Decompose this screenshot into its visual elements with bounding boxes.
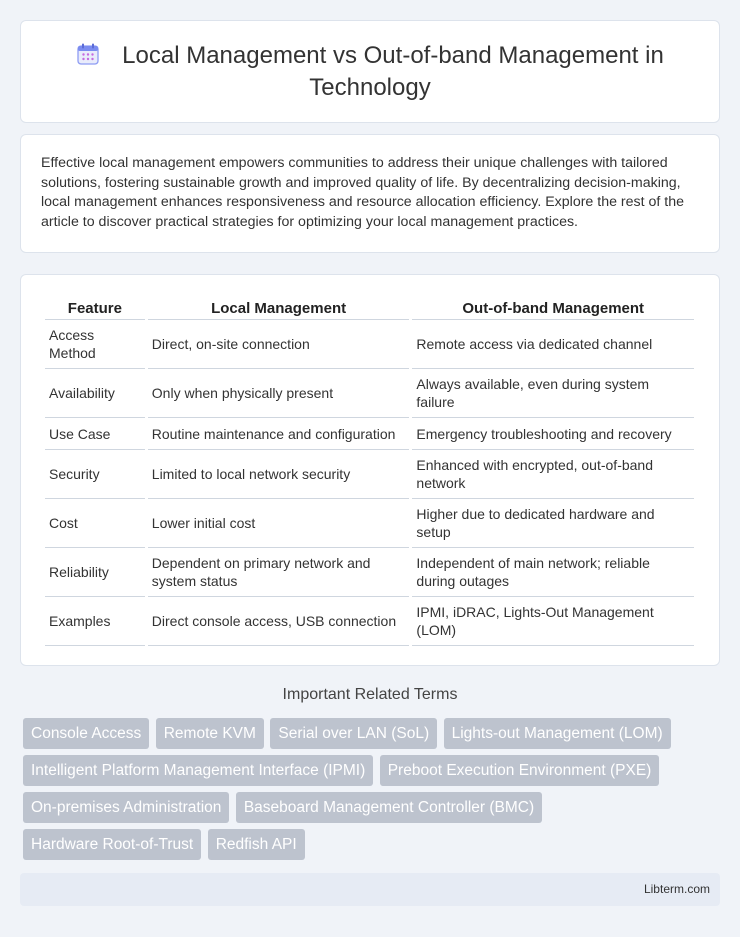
table-cell: Direct, on-site connection <box>148 320 410 369</box>
table-cell: Cost <box>45 499 145 548</box>
page-title: Local Management vs Out-of-band Management in Technology <box>122 42 664 101</box>
table-row <box>45 597 694 646</box>
footer-site-link[interactable]: Libterm.com <box>643 882 710 896</box>
related-term-tag[interactable]: Intelligent Platform Management Interface (IPMI) <box>23 755 373 786</box>
table-cell: Access Method <box>45 320 145 369</box>
table-cell: Independent of main network; reliable during outages <box>412 548 694 597</box>
table-row <box>45 450 694 499</box>
table-cell: Remote access via dedicated channel <box>412 320 694 369</box>
table-header-row <box>45 296 694 320</box>
related-term-tag[interactable]: Remote KVM <box>156 718 264 749</box>
table-row <box>45 320 694 369</box>
table-cell: Enhanced with encrypted, out-of-band network <box>412 450 694 499</box>
table-cell: Dependent on primary network and system status <box>148 548 410 597</box>
related-term-tag[interactable]: Redfish API <box>208 829 305 860</box>
table-cell: Reliability <box>45 548 145 597</box>
comparison-table <box>42 296 697 646</box>
related-term-tag[interactable]: On-premises Administration <box>23 792 229 823</box>
column-header-feature: Feature <box>45 296 145 320</box>
table-cell: Security <box>45 450 145 499</box>
related-term-tag[interactable]: Lights-out Management (LOM) <box>444 718 671 749</box>
related-terms-list <box>23 718 723 866</box>
page-title-wrap <box>51 41 689 102</box>
footer <box>20 873 720 906</box>
title-card <box>20 20 720 123</box>
table-row <box>45 548 694 597</box>
table-cell: Limited to local network security <box>148 450 410 499</box>
table-cell: Only when physically present <box>148 369 410 418</box>
column-header-local: Local Management <box>148 296 410 320</box>
column-header-oob: Out-of-band Management <box>412 296 694 320</box>
related-terms-heading: Important Related Terms <box>282 686 458 703</box>
related-term-tag[interactable]: Preboot Execution Environment (PXE) <box>380 755 660 786</box>
intro-card <box>20 134 720 253</box>
table-row <box>45 418 694 450</box>
table-cell: IPMI, iDRAC, Lights-Out Management (LOM) <box>412 597 694 646</box>
related-term-tag[interactable]: Hardware Root-of-Trust <box>23 829 201 860</box>
table-cell: Higher due to dedicated hardware and setup <box>412 499 694 548</box>
table-cell: Direct console access, USB connection <box>148 597 410 646</box>
table-cell: Emergency troubleshooting and recovery <box>412 418 694 450</box>
table-row <box>45 499 694 548</box>
intro-text: Effective local management empowers communities to address their unique challenges with tailored solutions, fostering sustainable growth and improved quality of life. By decentralizing decision-making, local management enhances responsiveness and resource allocation efficiency. Explore the rest of the article to discover practical strategies for optimizing your local management practices. <box>41 155 685 230</box>
related-term-tag[interactable]: Serial over LAN (SoL) <box>270 718 437 749</box>
calendar-icon <box>76 42 100 73</box>
comparison-table-card <box>20 274 720 666</box>
table-cell: Lower initial cost <box>148 499 410 548</box>
table-cell: Use Case <box>45 418 145 450</box>
table-cell: Examples <box>45 597 145 646</box>
related-term-tag[interactable]: Console Access <box>23 718 149 749</box>
table-cell: Availability <box>45 369 145 418</box>
table-row <box>45 369 694 418</box>
table-cell: Always available, even during system failure <box>412 369 694 418</box>
related-term-tag[interactable]: Baseboard Management Controller (BMC) <box>236 792 542 823</box>
table-cell: Routine maintenance and configuration <box>148 418 410 450</box>
